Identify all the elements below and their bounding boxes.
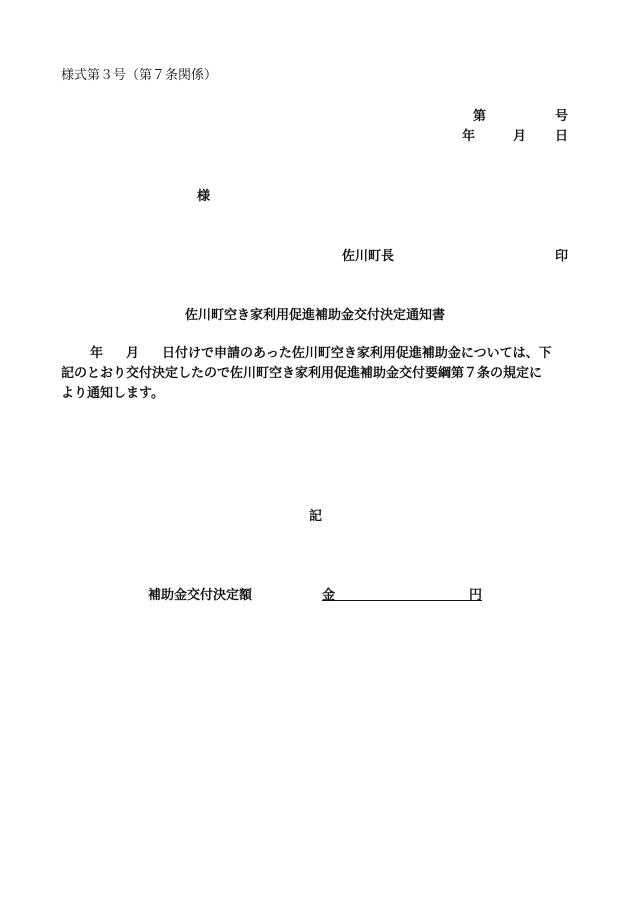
ki-heading: 記 bbox=[309, 509, 323, 524]
body-line-1-text: 日付けで申請のあった佐川町空き家利用促進補助金については、下 bbox=[162, 346, 552, 361]
document-title: 佐川町空き家利用促進補助金交付決定通知書 bbox=[184, 308, 445, 323]
body-line-2: 記のとおり交付決定したので佐川町空き家利用促進補助金交付要綱第７条の規定に bbox=[61, 366, 543, 381]
seal-mark: 印 bbox=[555, 249, 569, 264]
amount-field bbox=[322, 584, 482, 601]
form-label: 様式第３号（第７条関係） bbox=[61, 68, 218, 83]
body-line-1 bbox=[61, 344, 571, 364]
doc-number-suffix: 号 bbox=[555, 109, 569, 124]
doc-number-prefix: 第 bbox=[473, 109, 487, 124]
amount-unit: 円 bbox=[468, 588, 482, 603]
body-year: 年 bbox=[90, 346, 104, 361]
date-month-label: 月 bbox=[513, 129, 527, 144]
body-paragraph bbox=[61, 344, 571, 404]
amount-prefix: 金 bbox=[322, 588, 336, 603]
body-month: 月 bbox=[126, 346, 140, 361]
issuer-title: 佐川町長 bbox=[342, 249, 395, 264]
date-year-label: 年 bbox=[462, 129, 476, 144]
body-line-3: より通知します。 bbox=[61, 386, 164, 401]
date-day-label: 日 bbox=[555, 129, 569, 144]
amount-label: 補助金交付決定額 bbox=[148, 588, 253, 603]
recipient-suffix: 様 bbox=[197, 189, 211, 204]
